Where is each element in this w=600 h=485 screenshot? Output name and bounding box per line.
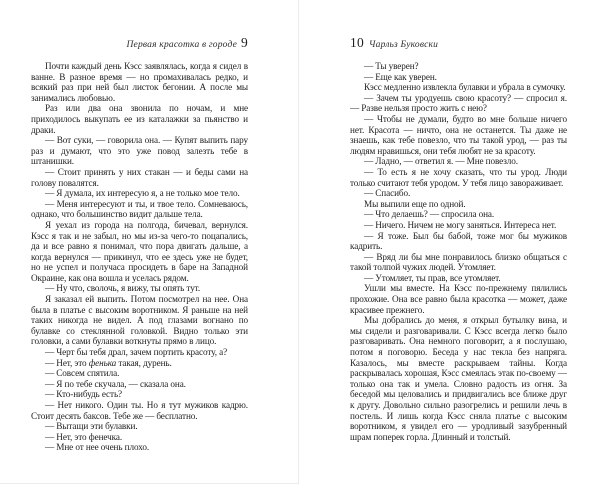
paragraph: — Спасибо.	[364, 188, 411, 199]
paragraph: — Стоит принять у них стакан — и беды сами на голову повалятся.	[31, 166, 248, 188]
left-running-head	[31, 36, 248, 52]
paragraph: Мы добрались до меня, я открыл бутылку вина, и мы сидели и разговаривали. С Кэсс всегда легко было разговаривать. Она немного поговорит, а я послушаю, потом я поговорю. Беседа у нас текла без напряга. Казалось, мы вместе раскрываем тайны. Когда раскрывалась хорошая, Кэсс смеялась этак по-своему — только она так и умела. Словно радость из огня. За беседой мы целовались и придвигались все ближе друг к другу. Довольно сильно разогрелись и решили лечь в постель. И лишь когда Кэсс сняла платье с высоким воротником, я увидел его — уродливый зазубренный шрам поперек горла. Длинный и толстый.	[350, 315, 567, 442]
paragraph: — Еще как уверен.	[364, 71, 437, 82]
paragraph: — Чтобы не думали, будто во мне больше ничего нет. Красота — ничто, она не останется. Ты даже не знаешь, как тебе повезло, что ты такой урод, — раз ты людям нравишься, они тебя любят не за красоту.	[350, 113, 567, 156]
paragraph: — Вряд ли бы мне понравилось близко общаться с такой толпой чужих людей. Утомляет.	[350, 251, 567, 273]
paragraph: — Что делаешь? — спросила она.	[364, 209, 495, 220]
paragraph: — Зачем ты уродуешь свою красоту? — спросил я. — Разве нельзя просто жить с нею?	[350, 92, 567, 114]
paragraph: — Мне от нее очень плохо.	[45, 442, 150, 453]
right-page[interactable]	[299, 0, 600, 485]
paragraph: — Ничего. Ничем не могу заняться. Интереса нет.	[364, 219, 557, 230]
paragraph: — Нет, это фенька такая, дурень.	[45, 357, 172, 368]
left-page-text	[31, 61, 248, 480]
paragraph: — То есть я не хочу сказать, что ты урод. Люди только считают тебя уродом. У тебя лицо завораживает.	[350, 166, 567, 188]
paragraph: — Ладно, — ответил я. — Мне повезло.	[364, 156, 518, 167]
paragraph: Ушли мы вместе. На Кэсс по-прежнему пялились прохожие. Она все равно была красотка — может, даже красивее прежнего.	[350, 283, 567, 315]
paragraph: — Я думала, их интересую я, а не только мое тело.	[45, 188, 240, 199]
paragraph: — Ты уверен?	[364, 61, 419, 71]
paragraph: — Меня интересуют и ты, и твое тело. Сомневаюсь, однако, что большинство видит дальше тела.	[31, 198, 248, 220]
paragraph: Почти каждый день Кэсс заявлялась, когда я сидел в ванне. В разное время — но промахивалась редко, и всякий раз при ней был листок бегонии. А после мы занимались любовью.	[31, 61, 248, 103]
paragraph: — Черт бы тебя драл, зачем портить красоту, а?	[45, 347, 228, 358]
paragraph: — Кто-нибудь есть?	[45, 389, 123, 400]
paragraph: — Ну что, сволочь, я вижу, ты опять тут.	[45, 283, 201, 294]
right-page-number: 10	[350, 35, 364, 50]
right-running-head	[350, 36, 567, 52]
paragraph: Раз или два она звонила по ночам, и мне приходилось выкупать ее из каталажки за пьянство и драки.	[31, 103, 248, 135]
paragraph: — Вот суки, — говорила она. — Купят выпить пару раз и думают, что это уже повод залезть тебе в штанишки.	[31, 135, 248, 167]
paragraph: — Я по тебе скучала, — сказала она.	[45, 378, 186, 389]
left-page-number: 9	[241, 35, 248, 50]
paragraph: — Вытащи эти булавки.	[45, 421, 138, 432]
paragraph: Кэсс медленно извлекла булавки и убрала в сумочку.	[364, 82, 566, 93]
paragraph: — Совсем спятила.	[45, 368, 120, 379]
paragraph: — Нет, это фенечка.	[45, 431, 123, 442]
paragraph: Я заказал ей выпить. Потом посмотрел на нее. Она была в платье с высоким воротником. Я раньше на ней таких никогда не видел. А под глазами вогнано по булавке со стеклянной головкой. Видно только эти головки, а сами булавки воткнуты прямо в лицо.	[31, 294, 248, 347]
paragraph: — Я тоже. Был бы бабой, тоже мог бы мужиков кадрить.	[350, 230, 567, 252]
paragraph: — Нет никого. Один ты. Но я тут мужиков кадрю. Стоит десять баксов. Тебе же — бесплатно.	[31, 400, 248, 421]
right-page-text	[350, 61, 567, 482]
right-running-title: Чарльз Буковски	[368, 40, 439, 50]
left-running-title: Первая красотка в городе	[126, 40, 238, 50]
paragraph: Мы выпили еще по одной.	[364, 198, 466, 209]
left-page[interactable]	[0, 0, 299, 484]
paragraph: — Утомляет, ты прав, все утомляет.	[364, 272, 501, 283]
paragraph: Я уехал из города на полгода, бичевал, вернулся. Кэсс я так и не забыл, но мы из-за чего-то поцапались, да и все равно я понимал, что пора двигать дальше, а когда вернулся — прикинул, что ее здесь уже не будет, но не успел и получаса просидеть в баре на Западной Окраине, как она вошла и уселась рядом.	[31, 219, 248, 283]
